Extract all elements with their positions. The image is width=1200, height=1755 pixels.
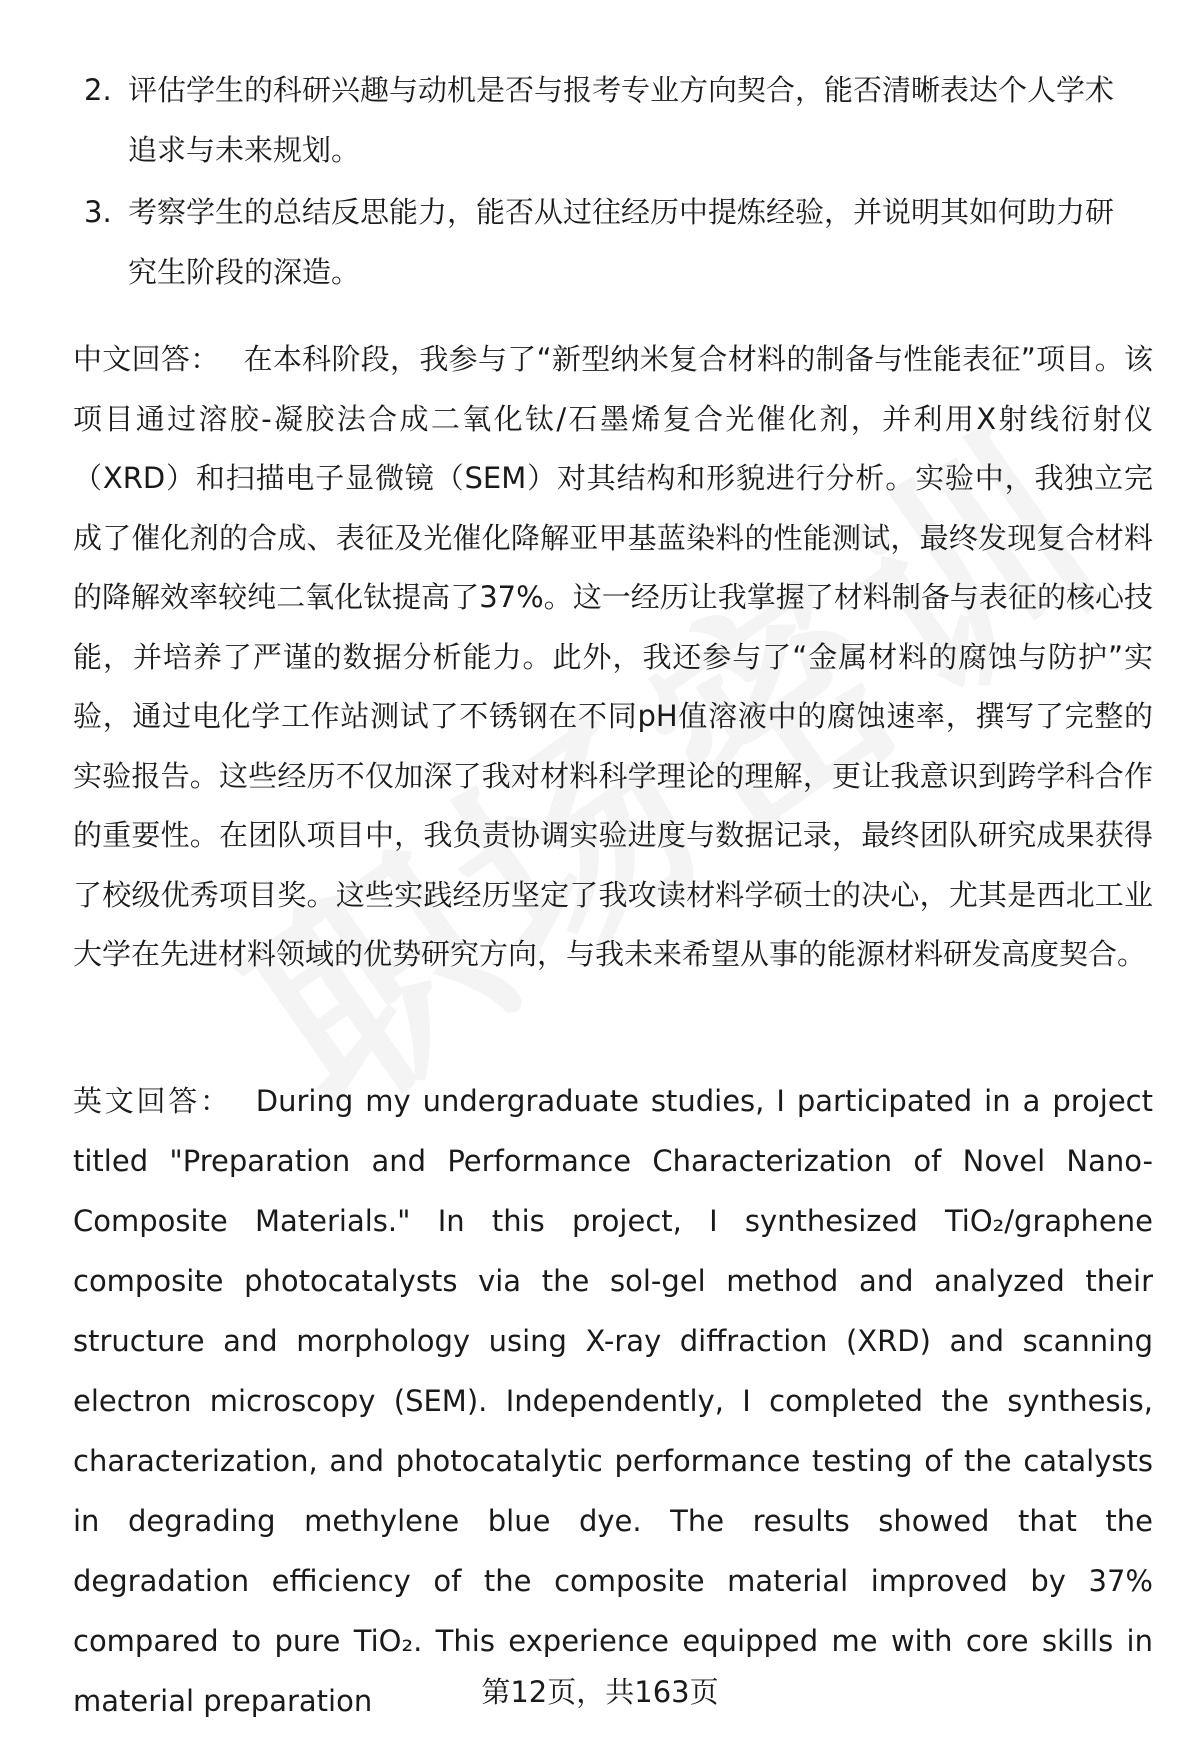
list-item (84, 60, 1144, 180)
list-item-text: 评估学生的科研兴趣与动机是否与报考专业方向契合，能否清晰表达个人学术追求与未来规划。 (128, 73, 1115, 167)
english-answer-label: 英文回答： (73, 1084, 232, 1118)
list-item-number: 2. (84, 73, 112, 107)
english-answer-text: During my undergraduate studies, I participated in a project titled "Preparation and Performance Characterization of Novel Nano-Composite Materials." In this project, I synthesized TiO₂/graphene composite photocatalysts via the sol-gel method and analyzed their structure and morphology using X-ray diffraction (XRD) and scanning electron microscopy (SEM). Independently, I completed the synthesis, characterization, and photocatalytic performance testing of the catalysts in degrading methylene blue dye. The results showed that the degradation efficiency of the composite material improved by 37% compared to pure TiO₂. This experience equipped me with core skills in material preparation (73, 1084, 1153, 1718)
chinese-answer-label: 中文回答： (73, 342, 220, 376)
english-answer-paragraph (73, 1071, 1153, 1731)
chinese-answer-text: 在本科阶段，我参与了“新型纳米复合材料的制备与性能表征”项目。该项目通过溶胶-凝胶法合成二氧化钛/石墨烯复合光催化剂，并利用X射线衍射仪（XRD）和扫描电子显微镜（SEM）对其结构和形貌进行分析。实验中，我独立完成了催化剂的合成、表征及光催化降解亚甲基蓝染料的性能测试，最终发现复合材料的降解效率较纯二氧化钛提高了37%。这一经历让我掌握了材料制备与表征的核心技能，并培养了严谨的数据分析能力。此外，我还参与了“金属材料的腐蚀与防护”实验，通过电化学工作站测试了不锈钢在不同pH值溶液中的腐蚀速率，撰写了完整的实验报告。这些经历不仅加深了我对材料科学理论的理解，更让我意识到跨学科合作的重要性。在团队项目中，我负责协调实验进度与数据记录，最终团队研究成果获得了校级优秀项目奖。这些实践经历坚定了我攻读材料学硕士的决心，尤其是西北工业大学在先进材料领域的优势研究方向，与我未来希望从事的能源材料研发高度契合。 (73, 342, 1153, 971)
chinese-answer-paragraph (73, 330, 1153, 985)
list-item (84, 182, 1144, 302)
list-item-number: 3. (84, 195, 112, 229)
page-number-footer: 第12页，共163页 (481, 1675, 719, 1709)
list-item-text: 考察学生的总结反思能力，能否从过往经历中提炼经验，并说明其如何助力研究生阶段的深造。 (128, 195, 1115, 289)
evaluation-list (84, 60, 1144, 304)
